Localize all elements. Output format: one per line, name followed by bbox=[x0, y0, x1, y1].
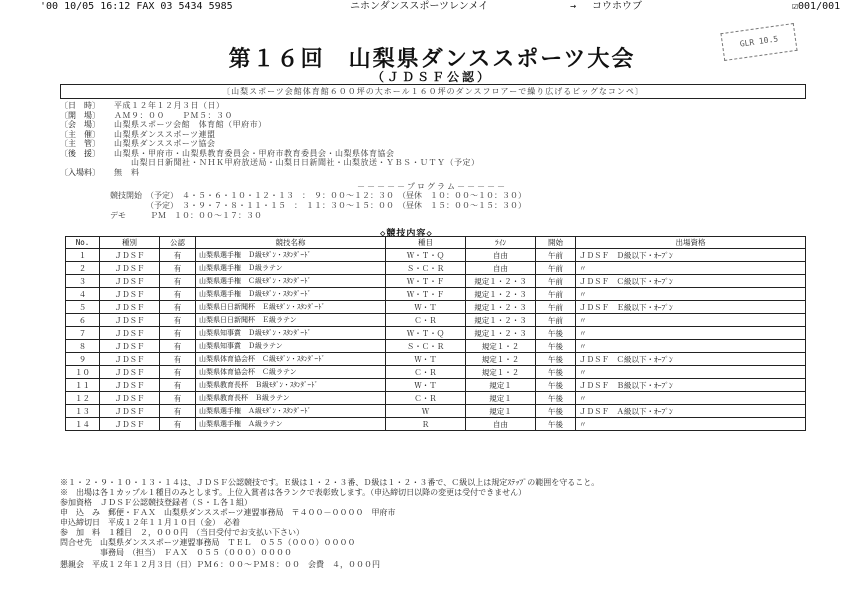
table-row bbox=[66, 262, 806, 275]
table-cell: ＪＤＳＦ Ｂ級以下・ｵｰﾌﾟﾝ bbox=[576, 379, 806, 392]
table-cell: Ｗ・Ｔ・Ｆ bbox=[386, 288, 466, 301]
info-row bbox=[60, 120, 800, 130]
table-cell: 山梨県日日新聞杯 Ｅ級ラテン bbox=[196, 314, 386, 327]
note-line: 申 込 み 郵便・ＦＡＸ 山梨県ダンススポーツ連盟事務局 〒４００－００００ 甲府市 bbox=[60, 508, 396, 517]
table-cell: １ bbox=[66, 249, 100, 262]
table-cell: ＪＤＳＦ Ａ級以下・ｵｰﾌﾟﾝ bbox=[576, 405, 806, 418]
events-table-title: ◇競技内容◇ bbox=[380, 229, 433, 239]
table-cell: 規定１ bbox=[466, 379, 536, 392]
info-value: 山梨県・甲府市・山梨県教育委員会・甲府市教育委員会・山梨県体育協会 bbox=[114, 148, 395, 158]
table-cell: 有 bbox=[160, 379, 196, 392]
program-heading: －－－－－プログラム－－－－－ bbox=[357, 182, 507, 191]
table-cell: 午後 bbox=[536, 340, 576, 353]
table-cell: 山梨県選手権 Ｄ級ﾓﾀﾞﾝ・ｽﾀﾝﾀﾞｰﾄﾞ bbox=[196, 288, 386, 301]
fax-arrow: → bbox=[570, 1, 577, 12]
table-cell: ＪＤＳＦ bbox=[100, 314, 160, 327]
table-cell: 山梨県選手権 Ｄ級ラテン bbox=[196, 262, 386, 275]
info-value: 山梨県ダンススポーツ協会 bbox=[114, 139, 216, 148]
info-key: 〔後 援〕 bbox=[60, 148, 100, 158]
table-cell: Ｗ・Ｔ・Ｆ bbox=[386, 275, 466, 288]
table-cell: Ｗ・Ｔ・Ｑ bbox=[386, 327, 466, 340]
table-cell: ７ bbox=[66, 327, 100, 340]
table-cell: 有 bbox=[160, 288, 196, 301]
events-table-body bbox=[66, 249, 806, 431]
table-cell: 有 bbox=[160, 405, 196, 418]
table-cell: 山梨県教育長杯 Ｂ級ﾓﾀﾞﾝ・ｽﾀﾝﾀﾞｰﾄﾞ bbox=[196, 379, 386, 392]
notes-section bbox=[60, 478, 820, 558]
table-cell: 規定１・２・３ bbox=[466, 314, 536, 327]
table-cell: １２ bbox=[66, 392, 100, 405]
table-cell: 規定１・２・３ bbox=[466, 327, 536, 340]
table-cell: Ｓ・Ｃ・Ｒ bbox=[386, 262, 466, 275]
table-row bbox=[66, 327, 806, 340]
fax-sender: ニホンダンススポーツレンメイ bbox=[350, 1, 489, 12]
column-header: 種別 bbox=[100, 237, 160, 249]
table-row bbox=[66, 288, 806, 301]
table-row bbox=[66, 379, 806, 392]
table-row bbox=[66, 392, 806, 405]
table-cell: 規定１・２ bbox=[466, 340, 536, 353]
table-cell: ９ bbox=[66, 353, 100, 366]
table-cell: 自由 bbox=[466, 262, 536, 275]
table-cell: 〃 bbox=[576, 314, 806, 327]
table-cell: 午後 bbox=[536, 327, 576, 340]
info-row bbox=[60, 168, 800, 178]
table-cell: ＪＤＳＦ Ｃ級以下・ｵｰﾌﾟﾝ bbox=[576, 353, 806, 366]
table-cell: 自由 bbox=[466, 418, 536, 431]
table-cell: 山梨県選手権 Ｃ級ﾓﾀﾞﾝ・ｽﾀﾝﾀﾞｰﾄﾞ bbox=[196, 275, 386, 288]
table-cell: 午後 bbox=[536, 405, 576, 418]
table-cell: 有 bbox=[160, 301, 196, 314]
table-cell: ＪＤＳＦ bbox=[100, 288, 160, 301]
table-cell: 有 bbox=[160, 353, 196, 366]
fax-page-number: ☑001/001 bbox=[792, 1, 841, 12]
timing-line: デモ ＰＭ １０：００〜１７：３０ bbox=[110, 211, 262, 220]
table-cell: 午前 bbox=[536, 262, 576, 275]
column-header: ﾗｲﾝ bbox=[466, 237, 536, 249]
table-cell: ＪＤＳＦ bbox=[100, 418, 160, 431]
table-cell: 山梨県教育長杯 Ｂ級ラテン bbox=[196, 392, 386, 405]
table-cell: 山梨県体育協会杯 Ｃ級ラテン bbox=[196, 366, 386, 379]
table-cell: 山梨県知事賞 Ｄ級ラテン bbox=[196, 340, 386, 353]
info-key: 〔会 場〕 bbox=[60, 120, 100, 129]
note-line: 事務局 （担当） ＦＡＸ ０５５（０００）００００ bbox=[60, 548, 292, 557]
table-cell: 有 bbox=[160, 366, 196, 379]
table-cell: 自由 bbox=[466, 249, 536, 262]
document-subtitle: （ＪＤＳＦ公認） bbox=[371, 70, 492, 84]
table-cell: ＪＤＳＦ bbox=[100, 366, 160, 379]
info-row bbox=[60, 139, 800, 149]
info-row bbox=[60, 158, 800, 168]
table-row bbox=[66, 366, 806, 379]
info-value: ＡＭ９：００ ＰＭ５：３０ bbox=[114, 110, 233, 120]
note-line: 参 加 料 １種目 ２，０００円 （当日受付でお支払い下さい） bbox=[60, 528, 304, 537]
info-row bbox=[60, 101, 800, 111]
table-cell: １０ bbox=[66, 366, 100, 379]
column-header: 種目 bbox=[386, 237, 466, 249]
timing-line: 競技開始 （予定） ４・５・６・１０・１２・１３ ： ９：００〜１２：３０ （昼休 １０：００〜１０：３０） bbox=[110, 191, 526, 200]
table-cell: 山梨県選手権 Ａ級ﾓﾀﾞﾝ・ｽﾀﾝﾀﾞｰﾄﾞ bbox=[196, 405, 386, 418]
info-row bbox=[60, 111, 800, 121]
table-cell: １４ bbox=[66, 418, 100, 431]
table-row bbox=[66, 353, 806, 366]
table-cell: 山梨県日日新聞杯 Ｅ級ﾓﾀﾞﾝ・ｽﾀﾝﾀﾞｰﾄﾞ bbox=[196, 301, 386, 314]
table-cell: 規定１・２ bbox=[466, 353, 536, 366]
info-value: 無 料 bbox=[114, 167, 140, 177]
note-line: ※ 出場は各１カップル１種目のみとします。上位入賞者は各ランクで表彰致します。（申込締切日以降の変更は受付できません） bbox=[60, 488, 527, 497]
table-cell: 有 bbox=[160, 340, 196, 353]
table-cell: ＪＤＳＦ bbox=[100, 327, 160, 340]
table-cell: Ｗ・Ｔ bbox=[386, 353, 466, 366]
table-cell: 規定１・２・３ bbox=[466, 288, 536, 301]
info-key: 〔入場料〕 bbox=[60, 167, 100, 177]
table-row bbox=[66, 418, 806, 431]
table-cell: 山梨県選手権 Ｄ級ﾓﾀﾞﾝ・ｽﾀﾝﾀﾞｰﾄﾞ bbox=[196, 249, 386, 262]
table-cell: 山梨県選手権 Ａ級ラテン bbox=[196, 418, 386, 431]
table-cell: 午後 bbox=[536, 379, 576, 392]
column-header: 出場資格 bbox=[576, 237, 806, 249]
table-cell: 山梨県体育協会杯 Ｃ級ﾓﾀﾞﾝ・ｽﾀﾝﾀﾞｰﾄﾞ bbox=[196, 353, 386, 366]
table-cell: Ｗ bbox=[386, 405, 466, 418]
table-cell: ＪＤＳＦ bbox=[100, 275, 160, 288]
table-cell: ＪＤＳＦ Ｄ級以下・ｵｰﾌﾟﾝ bbox=[576, 249, 806, 262]
event-banner: 〔山梨スポーツ会館体育館６００坪の大ホール１６０坪のダンスフロアーで繰り広げるビッグなコンペ〕 bbox=[60, 84, 806, 99]
table-cell: 規定１・２・３ bbox=[466, 275, 536, 288]
table-cell: 午後 bbox=[536, 392, 576, 405]
info-key: 〔主 管〕 bbox=[60, 139, 100, 148]
table-row bbox=[66, 340, 806, 353]
table-cell: 有 bbox=[160, 392, 196, 405]
events-table-header bbox=[66, 237, 806, 249]
table-cell: 〃 bbox=[576, 327, 806, 340]
column-header: No. bbox=[66, 237, 100, 249]
table-row bbox=[66, 249, 806, 262]
table-cell: 有 bbox=[160, 327, 196, 340]
table-cell: 午前 bbox=[536, 288, 576, 301]
table-cell: １３ bbox=[66, 405, 100, 418]
table-cell: ４ bbox=[66, 288, 100, 301]
table-cell: 規定１ bbox=[466, 392, 536, 405]
table-cell: ＪＤＳＦ bbox=[100, 262, 160, 275]
table-cell: 規定１・２ bbox=[466, 366, 536, 379]
table-cell: 有 bbox=[160, 418, 196, 431]
table-row bbox=[66, 301, 806, 314]
table-cell: 午後 bbox=[536, 418, 576, 431]
table-cell: 午前 bbox=[536, 314, 576, 327]
column-header: 公認 bbox=[160, 237, 196, 249]
table-cell: 〃 bbox=[576, 418, 806, 431]
table-cell: Ｗ・Ｔ bbox=[386, 301, 466, 314]
table-cell: 午後 bbox=[536, 366, 576, 379]
table-cell: 有 bbox=[160, 314, 196, 327]
table-cell: 午前 bbox=[536, 275, 576, 288]
table-cell: 〃 bbox=[576, 340, 806, 353]
table-cell: 有 bbox=[160, 275, 196, 288]
table-cell: Ｒ bbox=[386, 418, 466, 431]
table-cell: ＪＤＳＦ bbox=[100, 340, 160, 353]
table-cell: Ｗ・Ｔ・Ｑ bbox=[386, 249, 466, 262]
footer-note: 懇親会 平成１２年１２月３日（日）ＰＭ６：００〜ＰＭ８：００ 会費 ４，０００円 bbox=[60, 560, 380, 569]
fax-datetime: '00 10/05 16:12 FAX 03 5434 5985 bbox=[40, 1, 233, 12]
info-row bbox=[60, 130, 800, 140]
table-cell: ＪＤＳＦ bbox=[100, 249, 160, 262]
table-cell: Ｗ・Ｔ bbox=[386, 379, 466, 392]
table-cell: Ｃ・Ｒ bbox=[386, 366, 466, 379]
table-row bbox=[66, 314, 806, 327]
table-cell: Ｃ・Ｒ bbox=[386, 314, 466, 327]
table-cell: 午前 bbox=[536, 301, 576, 314]
info-key: 〔主 催〕 bbox=[60, 129, 100, 139]
table-cell: ２ bbox=[66, 262, 100, 275]
table-cell: 〃 bbox=[576, 288, 806, 301]
note-line: ※１・２・９・１０・１３・１４は、ＪＤＳＦ公認競技です。Ｅ級は１・２・３番、Ｄ級は１・２・３番で、Ｃ級以上は規定ｽﾃｯﾌﾟの範囲を守ること。 bbox=[60, 478, 600, 487]
table-cell: ＪＤＳＦ bbox=[100, 301, 160, 314]
info-value: 平成１２年１２月３日（日） bbox=[114, 101, 225, 110]
table-cell: １１ bbox=[66, 379, 100, 392]
table-cell: 〃 bbox=[576, 262, 806, 275]
table-cell: 〃 bbox=[576, 392, 806, 405]
table-cell: ＪＤＳＦ bbox=[100, 405, 160, 418]
table-cell: 規定１ bbox=[466, 405, 536, 418]
note-line: 問合せ先 山梨県ダンススポーツ連盟事務局 ＴＥＬ ０５５（０００）００００ bbox=[60, 538, 356, 547]
column-header: 開始 bbox=[536, 237, 576, 249]
info-value: 山梨県スポーツ会館 体育館（甲府市） bbox=[114, 120, 267, 129]
table-row bbox=[66, 405, 806, 418]
table-cell: ５ bbox=[66, 301, 100, 314]
info-row bbox=[60, 149, 800, 159]
table-cell: 山梨県知事賞 Ｄ級ﾓﾀﾞﾝ・ｽﾀﾝﾀﾞｰﾄﾞ bbox=[196, 327, 386, 340]
table-cell: ＪＤＳＦ Ｃ級以下・ｵｰﾌﾟﾝ bbox=[576, 275, 806, 288]
fax-header bbox=[0, 0, 864, 14]
note-line: 参加資格 ＪＤＳＦ公認競技登録者（Ｓ・Ｌ各１組） bbox=[60, 498, 252, 507]
timing-line: （予定） ３・９・７・８・１１・１５ ： １１：３０〜１５：００ （昼休 １５：００〜１５：３０） bbox=[110, 201, 526, 210]
table-cell: 午前 bbox=[536, 249, 576, 262]
table-cell: 規定１・２・３ bbox=[466, 301, 536, 314]
column-header: 競技名称 bbox=[196, 237, 386, 249]
info-key: 〔開 場〕 bbox=[60, 110, 100, 120]
received-stamp: GLR 10.5 bbox=[720, 23, 797, 61]
table-cell: ＪＤＳＦ bbox=[100, 379, 160, 392]
table-cell: Ｓ・Ｃ・Ｒ bbox=[386, 340, 466, 353]
info-value: 山梨県ダンススポーツ連盟 bbox=[114, 129, 216, 139]
table-cell: 有 bbox=[160, 249, 196, 262]
document-title: 第１６回 山梨県ダンススポーツ大会 bbox=[228, 46, 636, 72]
table-cell: ３ bbox=[66, 275, 100, 288]
table-cell: ＪＤＳＦ bbox=[100, 392, 160, 405]
program-timing bbox=[110, 191, 810, 221]
events-table bbox=[65, 236, 806, 431]
info-value: 山梨日日新聞社・ＮＨＫ甲府放送局・山梨日日新聞社・山梨放送・ＹＢＳ・ＵＴＹ（予定） bbox=[114, 158, 480, 167]
table-cell: ８ bbox=[66, 340, 100, 353]
note-line: 申込締切日 平成１２年１１月１０日（金） 必着 bbox=[60, 518, 240, 527]
fax-recipient: コウホウブ bbox=[592, 1, 642, 12]
table-cell: ＪＤＳＦ Ｅ級以下・ｵｰﾌﾟﾝ bbox=[576, 301, 806, 314]
table-row bbox=[66, 275, 806, 288]
table-cell: ６ bbox=[66, 314, 100, 327]
table-cell: ＪＤＳＦ bbox=[100, 353, 160, 366]
table-cell: 〃 bbox=[576, 366, 806, 379]
info-key bbox=[60, 158, 114, 168]
event-info bbox=[60, 101, 800, 177]
table-cell: 有 bbox=[160, 262, 196, 275]
table-cell: Ｃ・Ｒ bbox=[386, 392, 466, 405]
table-cell: 午後 bbox=[536, 353, 576, 366]
info-key: 〔日 時〕 bbox=[60, 101, 100, 110]
